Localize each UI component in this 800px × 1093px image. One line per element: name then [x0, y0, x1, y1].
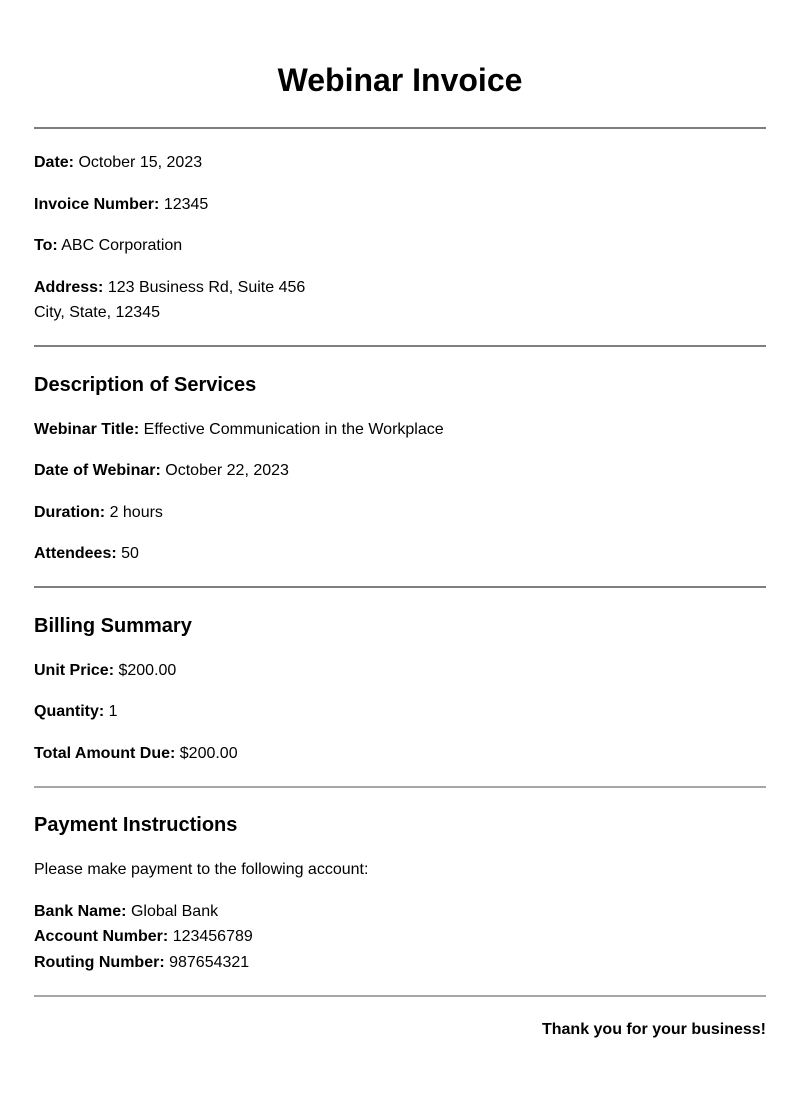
- divider: [34, 345, 766, 347]
- attendees-label: Attendees:: [34, 545, 117, 562]
- date-value: October 15, 2023: [78, 154, 203, 171]
- bank-name: [34, 902, 218, 922]
- address-label: Address:: [34, 279, 104, 296]
- total-amount-due: [34, 744, 238, 764]
- quantity-value: 1: [108, 703, 118, 720]
- invoice-number-value: 12345: [163, 196, 209, 213]
- unit-price-value: $200.00: [118, 662, 177, 679]
- account-number-label: Account Number:: [34, 928, 169, 945]
- address-line-1: 123 Business Rd, Suite 456: [107, 279, 306, 296]
- bank-name-label: Bank Name:: [34, 903, 127, 920]
- attendees-value: 50: [121, 545, 139, 562]
- webinar-date-label: Date of Webinar:: [34, 462, 161, 479]
- bank-name-value: Global Bank: [130, 903, 219, 920]
- unit-price-label: Unit Price:: [34, 662, 115, 679]
- address: [34, 278, 305, 298]
- webinar-date: [34, 461, 289, 481]
- webinar-date-value: October 22, 2023: [165, 462, 289, 479]
- webinar-title-value: Effective Communication in the Workplace: [143, 421, 444, 438]
- duration-value: 2 hours: [109, 504, 163, 521]
- quantity: [34, 702, 118, 722]
- divider: [34, 786, 766, 788]
- routing-number-label: Routing Number:: [34, 954, 165, 971]
- routing-number: [34, 953, 249, 973]
- invoice-number-label: Invoice Number:: [34, 196, 160, 213]
- recipient: [34, 236, 182, 256]
- account-number: [34, 927, 253, 947]
- attendees: [34, 544, 139, 564]
- unit-price: [34, 661, 176, 681]
- payment-intro: Please make payment to the following account:: [34, 861, 369, 878]
- account-number-value: 123456789: [172, 928, 253, 945]
- divider: [34, 586, 766, 588]
- invoice-number: [34, 195, 208, 215]
- thank-you-note: Thank you for your business!: [541, 1021, 766, 1038]
- total-label: Total Amount Due:: [34, 745, 176, 762]
- duration-label: Duration:: [34, 504, 106, 521]
- quantity-label: Quantity:: [34, 703, 105, 720]
- payment-heading: Payment Instructions: [34, 814, 238, 836]
- routing-number-value: 987654321: [169, 954, 250, 971]
- invoice-date: [34, 153, 202, 173]
- date-label: Date:: [34, 154, 75, 171]
- divider: [34, 995, 766, 997]
- webinar-title: [34, 420, 444, 440]
- to-value: ABC Corporation: [61, 237, 183, 254]
- webinar-title-label: Webinar Title:: [34, 421, 140, 438]
- services-heading: Description of Services: [34, 374, 257, 396]
- page-title: Webinar Invoice: [277, 62, 523, 98]
- divider: [34, 127, 766, 129]
- duration: [34, 503, 163, 523]
- address-line-2: City, State, 12345: [34, 304, 160, 321]
- to-label: To:: [34, 237, 58, 254]
- billing-heading: Billing Summary: [34, 615, 192, 637]
- total-value: $200.00: [179, 745, 238, 762]
